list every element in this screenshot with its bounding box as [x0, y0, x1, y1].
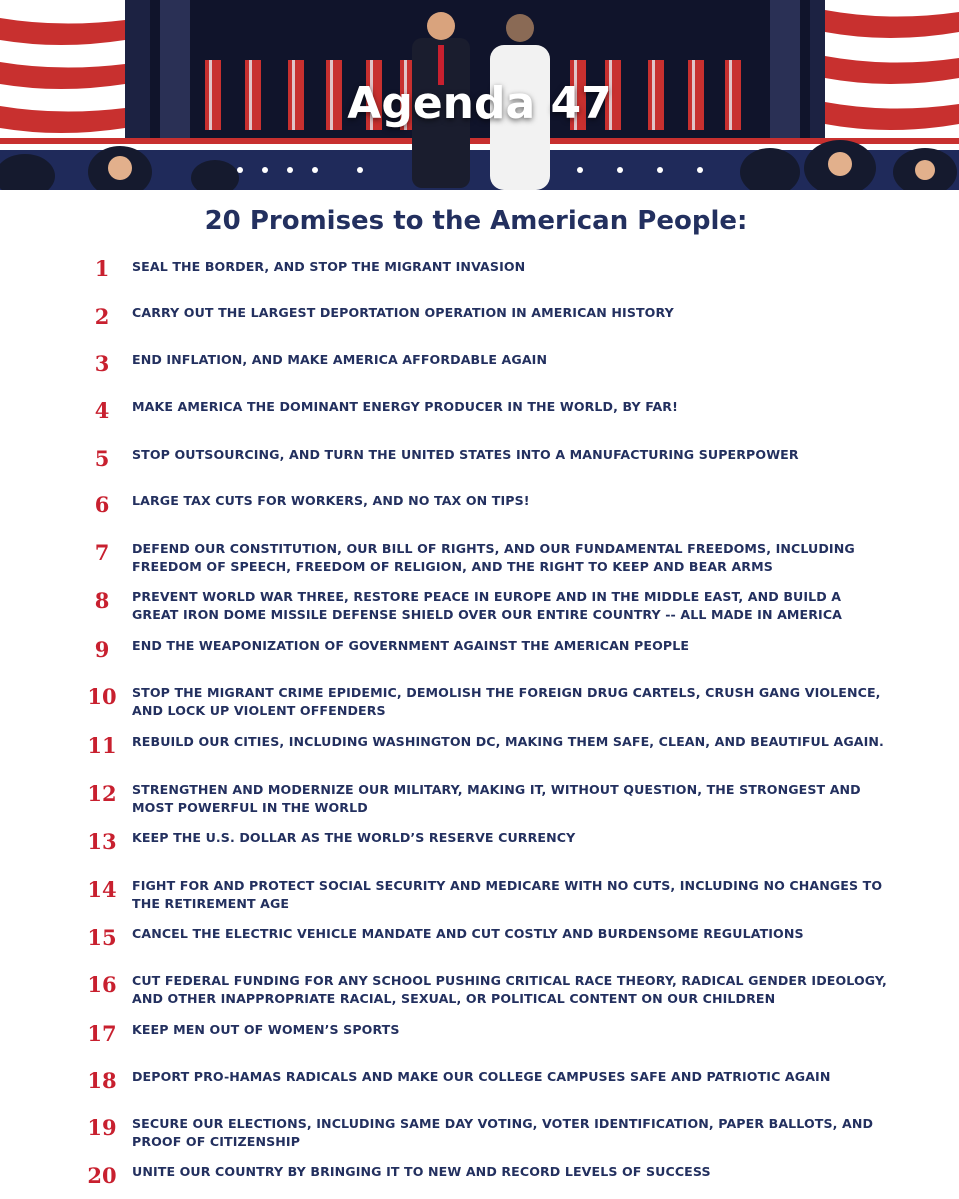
promise-number: 16: [87, 972, 117, 997]
promise-number: 12: [87, 781, 117, 806]
promise-number: 10: [87, 684, 117, 709]
promise-text: DEPORT PRO-HAMAS RADICALS AND MAKE OUR COLLEGE CAMPUSES SAFE AND PATRIOTIC AGAIN: [132, 1069, 831, 1084]
promise-text: LARGE TAX CUTS FOR WORKERS, AND NO TAX ON TIPS!: [132, 493, 530, 508]
promise-text: STOP THE MIGRANT CRIME EPIDEMIC, DEMOLISH THE FOREIGN DRUG CARTELS, CRUSH GANG VIOLENCE, AND LOCK UP VIOLENT OFFENDERS: [132, 685, 881, 718]
header-banner: [0, 0, 959, 190]
promise-number: 9: [94, 637, 110, 662]
promise-text: STOP OUTSOURCING, AND TURN THE UNITED STATES INTO A MANUFACTURING SUPERPOWER: [132, 447, 799, 462]
promise-text: CARRY OUT THE LARGEST DEPORTATION OPERATION IN AMERICAN HISTORY: [132, 305, 674, 320]
promise-number: 2: [94, 304, 110, 329]
promise-text: KEEP MEN OUT OF WOMEN’S SPORTS: [132, 1022, 400, 1037]
promise-text: PREVENT WORLD WAR THREE, RESTORE PEACE IN EUROPE AND IN THE MIDDLE EAST, AND BUILD A GREAT IRON DOME MISSILE DEFENSE SHIELD OVER OUR ENTIRE COUNTRY -- ALL MADE IN AMERICA: [132, 589, 843, 622]
promise-number: 1: [94, 256, 110, 281]
promise-number: 6: [94, 492, 110, 517]
promise-number: 7: [94, 540, 110, 565]
promise-text: KEEP THE U.S. DOLLAR AS THE WORLD’S RESERVE CURRENCY: [132, 830, 576, 845]
promise-text: MAKE AMERICA THE DOMINANT ENERGY PRODUCER IN THE WORLD, BY FAR!: [132, 399, 678, 414]
promise-number: 3: [94, 351, 110, 376]
promise-number: 19: [87, 1115, 117, 1140]
promise-number: 5: [94, 446, 110, 471]
promise-number: 20: [87, 1163, 117, 1188]
promise-text: REBUILD OUR CITIES, INCLUDING WASHINGTON DC, MAKING THEM SAFE, CLEAN, AND BEAUTIFUL AGAIN.: [132, 734, 884, 749]
banner-title: Agenda 47: [347, 78, 612, 129]
promise-number: 15: [87, 925, 117, 950]
promise-number: 11: [87, 733, 117, 758]
promise-number: 17: [87, 1021, 117, 1046]
promise-text: UNITE OUR COUNTRY BY BRINGING IT TO NEW AND RECORD LEVELS OF SUCCESS: [132, 1164, 711, 1179]
promise-number: 4: [94, 398, 110, 423]
page-title: 20 Promises to the American People:: [204, 206, 748, 236]
promise-text: CANCEL THE ELECTRIC VEHICLE MANDATE AND CUT COSTLY AND BURDENSOME REGULATIONS: [132, 926, 804, 941]
promise-text: DEFEND OUR CONSTITUTION, OUR BILL OF RIGHTS, AND OUR FUNDAMENTAL FREEDOMS, INCLUDING FREEDOM OF SPEECH, FREEDOM OF RELIGION, AND THE RIGHT TO KEEP AND BEAR ARMS: [132, 541, 855, 574]
promise-text: FIGHT FOR AND PROTECT SOCIAL SECURITY AND MEDICARE WITH NO CUTS, INCLUDING NO CHANGES TO THE RETIREMENT AGE: [132, 878, 883, 911]
promise-number: 18: [87, 1068, 117, 1093]
promise-text: SECURE OUR ELECTIONS, INCLUDING SAME DAY VOTING, VOTER IDENTIFICATION, PAPER BALLOTS, AND PROOF OF CITIZENSHIP: [132, 1116, 874, 1149]
promise-text: END THE WEAPONIZATION OF GOVERNMENT AGAINST THE AMERICAN PEOPLE: [132, 638, 690, 653]
promise-text: END INFLATION, AND MAKE AMERICA AFFORDABLE AGAIN: [132, 352, 548, 367]
promise-number: 8: [94, 588, 110, 613]
promise-text: STRENGTHEN AND MODERNIZE OUR MILITARY, MAKING IT, WITHOUT QUESTION, THE STRONGEST AND MOST POWERFUL IN THE WORLD: [132, 782, 861, 815]
promise-text: SEAL THE BORDER, AND STOP THE MIGRANT INVASION: [132, 259, 526, 274]
promise-text: CUT FEDERAL FUNDING FOR ANY SCHOOL PUSHING CRITICAL RACE THEORY, RADICAL GENDER IDEOLOGY, AND OTHER INAPPROPRIATE RACIAL, SEXUAL, OR POLITICAL CONTENT ON OUR CHILDREN: [132, 973, 887, 1006]
promise-number: 14: [87, 877, 117, 902]
promise-number: 13: [87, 829, 117, 854]
